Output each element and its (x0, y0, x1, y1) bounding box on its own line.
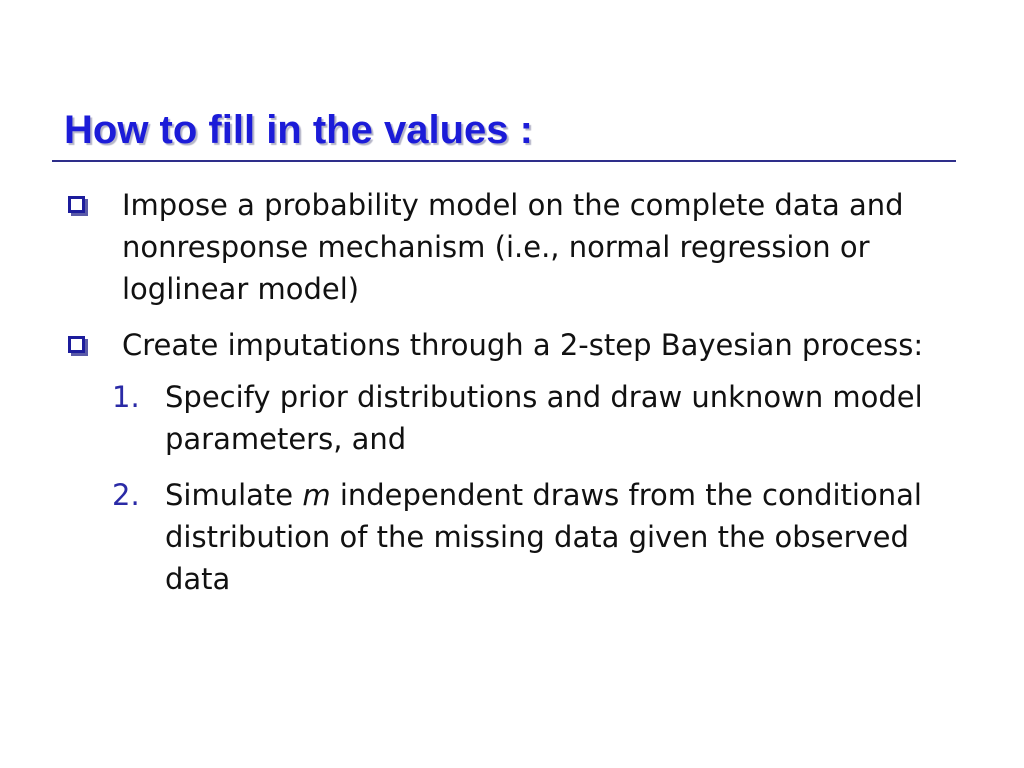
bullet-text: Impose a probability model on the complete data and nonresponse mechanism (i.e., normal regression or loglinear model) (122, 188, 904, 306)
list-number: 2. (112, 478, 140, 512)
hollow-square-bullet-icon (68, 336, 85, 353)
numbered-item-1 (60, 376, 960, 460)
variable-m: m (302, 478, 331, 512)
bullet-item-probability-model (60, 184, 960, 310)
hollow-square-bullet-icon (68, 196, 85, 213)
text-after-variable: independent draws from the conditional distribution of the missing data given the observed data (165, 478, 922, 596)
numbered-item-text (165, 478, 922, 596)
text-before-variable: Simulate (165, 478, 303, 512)
numbered-item-2 (60, 474, 960, 600)
numbered-item-text: Specify prior distributions and draw unknown model parameters, and (165, 380, 923, 456)
bullet-text: Create imputations through a 2-step Bayesian process: (122, 328, 924, 362)
title-divider (52, 160, 956, 162)
slide-content (60, 184, 960, 614)
list-number: 1. (112, 380, 140, 414)
slide-title: How to fill in the values : (64, 108, 533, 152)
bullet-item-create-imputations (60, 324, 960, 366)
numbered-sublist (60, 376, 960, 600)
